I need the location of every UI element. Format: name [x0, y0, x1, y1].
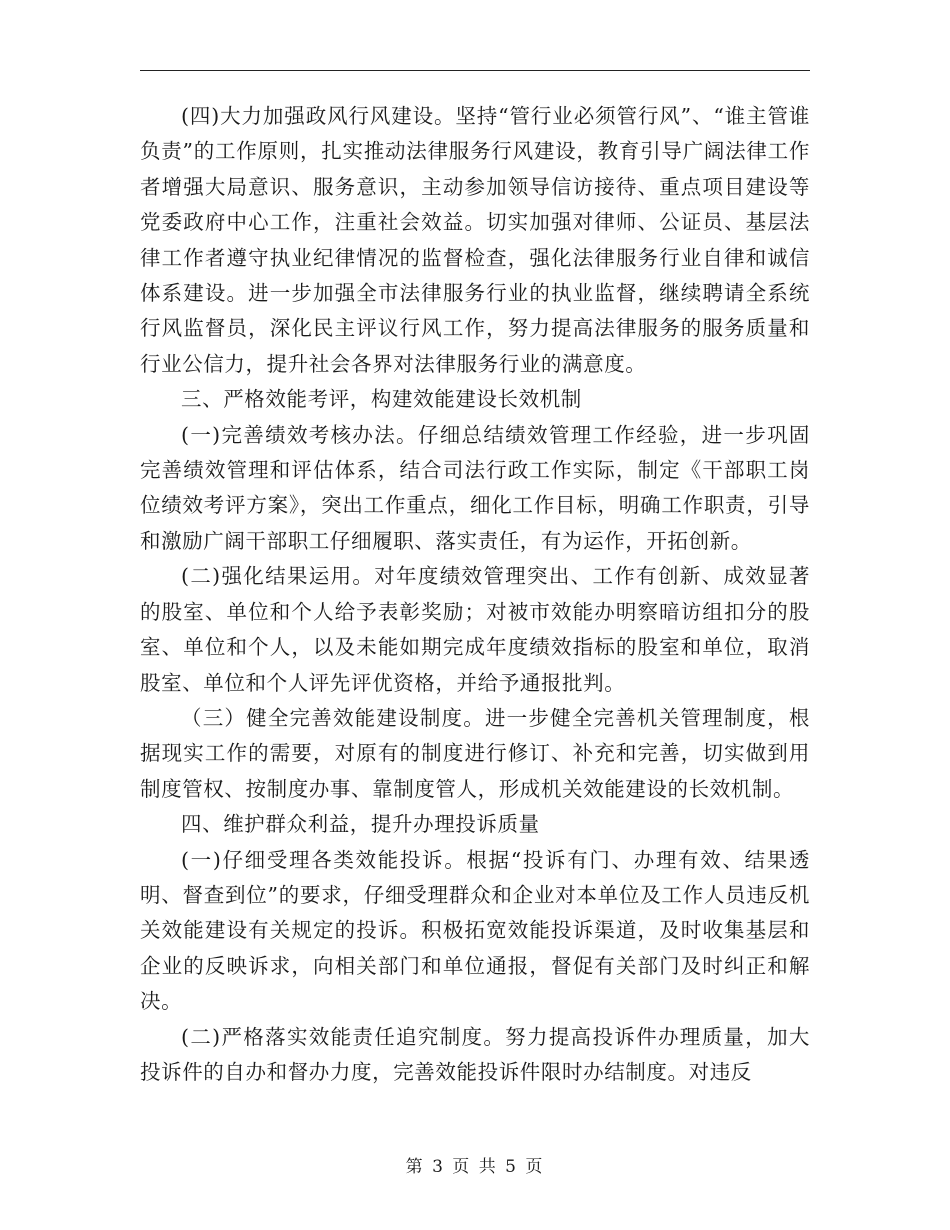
- paragraph-accountability: (二)严格落实效能责任追究制度。努力提高投诉件办理质量，加大投诉件的自办和督办力度，完善效能投诉件限时办结制度。对违反: [140, 1024, 810, 1084]
- document-body: [140, 99, 810, 1090]
- section-heading-efficiency-evaluation: 三、严格效能考评，构建效能建设长效机制: [181, 387, 582, 412]
- paragraph-performance-assessment: (一)完善绩效考核办法。仔细总结绩效管理工作经验，进一步巩固完善绩效管理和评估体系，结合司法行政工作实际，制定《干部职工岗位绩效考评方案》，突出工作重点，细化工作目标，明确工作职责，引导和激励广阔干部职工仔细履职、落实责任，有为运作，开拓创新。: [140, 422, 810, 553]
- paragraph-political-style: (四)大力加强政风行风建设。坚持“管行业必须管行风”、“谁主管谁负责”的工作原则，扎实推动法律服务行风建设，教育引导广阔法律工作者增强大局意识、服务意识，主动参加领导信访接待、重点项目建设等党委政府中心工作，注重社会效益。切实加强对律师、公证员、基层法律工作者遵守执业纪律情况的监督检查，强化法律服务行业自律和诚信体系建设。进一步加强全市法律服务行业的执业监督，继续聘请全系统行风监督员，深化民主评议行风工作，努力提高法律服务的服务质量和行业公信力，提升社会各界对法律服务行业的满意度。: [140, 104, 810, 376]
- paragraph-complaint-handling: (一)仔细受理各类效能投诉。根据“投诉有门、办理有效、结果透明、督查到位”的要求，仔细受理群众和企业对本单位及工作人员违反机关效能建设有关规定的投诉。积极拓宽效能投诉渠道，及时收集基层和企业的反映诉求，向相关部门和单位通报，督促有关部门及时纠正和解决。: [140, 847, 810, 1014]
- paragraph-efficiency-system: （三）健全完善效能建设制度。进一步健全完善机关管理制度，根据现实工作的需要，对原有的制度进行修订、补充和完善，切实做到用制度管权、按制度办事、靠制度管人，形成机关效能建设的长效机制。: [140, 705, 810, 801]
- paragraph-result-application: (二)强化结果运用。对年度绩效管理突出、工作有创新、成效显著的股室、单位和个人给予表彰奖励；对被市效能办明察暗访组扣分的股室、单位和个人，以及未能如期完成年度绩效指标的股室和单位，取消股室、单位和个人评先评优资格，并给予通报批判。: [140, 564, 810, 695]
- header-rule: [140, 70, 810, 71]
- section-heading-public-interest: 四、维护群众利益，提升办理投诉质量: [181, 812, 540, 837]
- page-number-footer: 第 3 页 共 5 页: [405, 1157, 545, 1177]
